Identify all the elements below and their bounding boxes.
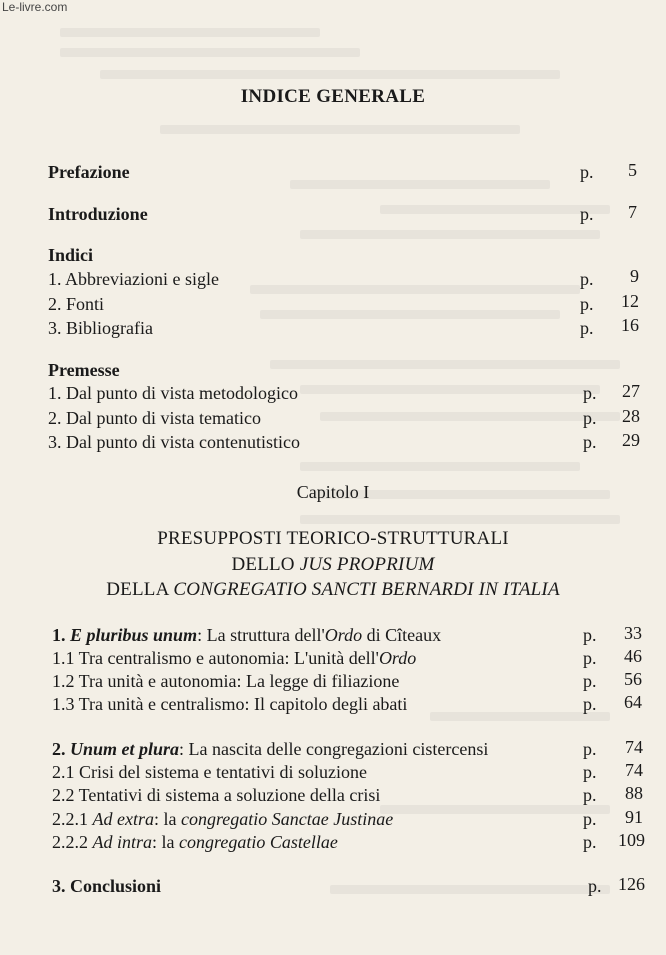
toc-entry: 3. Bibliografia [48, 318, 153, 338]
section-heading-indici: Indici [48, 245, 94, 265]
toc-entry-conclusioni: 3. Conclusioni [52, 876, 162, 896]
page-number: 9 [630, 266, 639, 286]
page-prefix: p. [583, 383, 597, 403]
page-number: 64 [624, 692, 642, 712]
toc-entry-section-1: 1. E pluribus unum: La struttura dell'Ordo di Cîteaux [52, 625, 442, 645]
page-number: 5 [628, 160, 637, 180]
page-number: 109 [618, 830, 645, 850]
page-prefix: p. [583, 762, 597, 782]
page-number: 16 [621, 315, 639, 335]
toc-entry: 2.1 Crisi del sistema e tentativi di soluzione [52, 762, 367, 782]
page-prefix: p. [583, 432, 597, 452]
toc-entry-prefazione: Prefazione [48, 162, 130, 182]
page-number: 88 [625, 783, 643, 803]
page-prefix: p. [580, 269, 594, 289]
page-prefix: p. [588, 876, 602, 896]
page-prefix: p. [580, 204, 594, 224]
page-prefix: p. [583, 648, 597, 668]
toc-entry: 2.2.1 Ad extra: la congregatio Sanctae Justinae [52, 809, 394, 829]
watermark: Le-livre.com [2, 0, 68, 14]
page-number: 33 [624, 623, 642, 643]
page-prefix: p. [583, 739, 597, 759]
toc-entry: 1.1 Tra centralismo e autonomia: L'unità dell'Ordo [52, 648, 417, 668]
chapter-label: Capitolo I [296, 482, 370, 502]
section-heading-premesse: Premesse [48, 360, 120, 380]
toc-entry-introduzione: Introduzione [48, 204, 148, 224]
page-number: 74 [625, 760, 643, 780]
page-number: 56 [624, 669, 642, 689]
page-title: INDICE GENERALE [240, 86, 426, 107]
chapter-title-line1: PRESUPPOSTI TEORICO-STRUTTURALI [157, 528, 509, 549]
page-number: 126 [618, 874, 645, 894]
page-prefix: p. [583, 671, 597, 691]
toc-entry: 1. Abbreviazioni e sigle [48, 269, 219, 289]
toc-entry: 1. Dal punto di vista metodologico [48, 383, 298, 403]
toc-entry: 2. Fonti [48, 294, 105, 314]
page-prefix: p. [580, 318, 594, 338]
toc-entry: 2.2.2 Ad intra: la congregatio Castellae [52, 832, 338, 852]
toc-entry: 2. Dal punto di vista tematico [48, 408, 261, 428]
chapter-title-line3: DELLA CONGREGATIO SANCTI BERNARDI IN ITALIA [106, 579, 560, 600]
page-number: 7 [628, 202, 637, 222]
toc-entry: 1.2 Tra unità e autonomia: La legge di filiazione [52, 671, 400, 691]
page-prefix: p. [583, 408, 597, 428]
page-prefix: p. [580, 294, 594, 314]
toc-entry: 2.2 Tentativi di sistema a soluzione della crisi [52, 785, 381, 805]
page-number: 29 [622, 430, 640, 450]
toc-entry: 3. Dal punto di vista contenutistico [48, 432, 300, 452]
page-number: 91 [625, 807, 643, 827]
page-prefix: p. [580, 162, 594, 182]
page-number: 46 [624, 646, 642, 666]
chapter-title-line2: DELLO JUS PROPRIUM [231, 554, 435, 575]
toc-entry: 1.3 Tra unità e centralismo: Il capitolo degli abati [52, 694, 408, 714]
toc-entry-section-2: 2. Unum et plura: La nascita delle congregazioni cistercensi [52, 739, 489, 759]
page-number: 27 [622, 381, 640, 401]
page-number: 12 [621, 291, 639, 311]
page-prefix: p. [583, 809, 597, 829]
page-number: 28 [622, 406, 640, 426]
page-prefix: p. [583, 625, 597, 645]
page-prefix: p. [583, 785, 597, 805]
page-prefix: p. [583, 694, 597, 714]
page-prefix: p. [583, 832, 597, 852]
page-number: 74 [625, 737, 643, 757]
